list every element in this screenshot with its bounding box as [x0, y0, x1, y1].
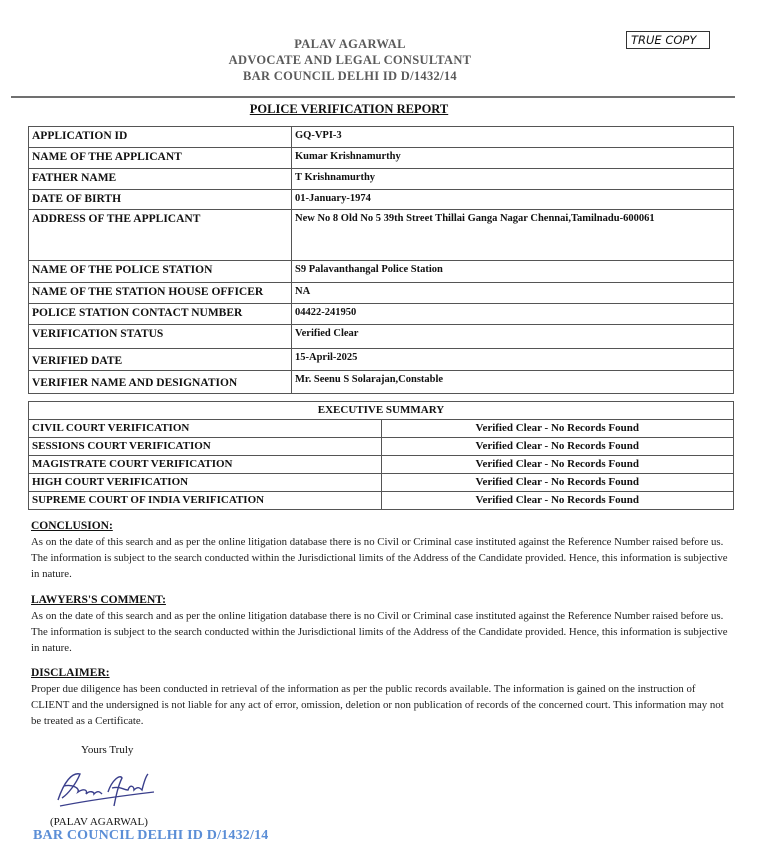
table-row [29, 371, 734, 394]
table-row [29, 261, 734, 283]
court-label: CIVIL COURT VERIFICATION [29, 420, 382, 438]
detail-value: 01-January-1974 [292, 190, 734, 210]
detail-value: New No 8 Old No 5 39th Street Thillai Ganga Nagar Chennai,Tamilnadu-600061 [292, 210, 734, 261]
detail-label: ADDRESS OF THE APPLICANT [29, 210, 292, 261]
court-status: Verified Clear - No Records Found [381, 492, 734, 510]
disclaimer-heading: DISCLAIMER: [31, 667, 110, 679]
detail-value: Kumar Krishnamurthy [292, 148, 734, 169]
signatory-bar-id: BAR COUNCIL DELHI ID D/1432/14 [33, 828, 269, 843]
detail-label: NAME OF THE STATION HOUSE OFFICER [29, 283, 292, 304]
table-row [29, 210, 734, 261]
conclusion-heading: CONCLUSION: [31, 520, 113, 532]
signature-icon [50, 762, 160, 812]
detail-value: NA [292, 283, 734, 304]
detail-value: Verified Clear [292, 325, 734, 349]
detail-label: VERIFIER NAME AND DESIGNATION [29, 371, 292, 394]
court-status: Verified Clear - No Records Found [381, 438, 734, 456]
disclaimer-section [31, 666, 731, 729]
conclusion-text: As on the date of this search and as per the online litigation database there is no Civil or Criminal case instituted against the Reference Number raised before us. The information is subject to the search conducted within the Jurisdictional limits of the Address of the Candidate provided. Hence, this information is subjective in nature. [31, 536, 728, 580]
disclaimer-text: Proper due diligence has been conducted in retrieval of the information as per the public records available. The information is gained on the instruction of CLIENT and the undersigned is not liable for any act of error, omission, deletion or non publication of records of the concerned court. This information may not be treated as a Certificate. [31, 683, 724, 727]
table-row [29, 148, 734, 169]
table-row [29, 127, 734, 148]
lawyers-comment-text: As on the date of this search and as per the online litigation database there is no Civil or Criminal case instituted against the Reference Number raised before us. The information is subject to the search conducted within the Jurisdictional limits of the Address of the Candidate provided. Hence, this information is subjective in nature. [31, 610, 728, 654]
court-status: Verified Clear - No Records Found [381, 474, 734, 492]
detail-value: Mr. Seenu S Solarajan,Constable [292, 371, 734, 394]
court-label: MAGISTRATE COURT VERIFICATION [29, 456, 382, 474]
detail-label: DATE OF BIRTH [29, 190, 292, 210]
letterhead-title: ADVOCATE AND LEGAL CONSULTANT [228, 53, 472, 67]
lawyers-comment-section [31, 593, 731, 656]
court-label: SESSIONS COURT VERIFICATION [29, 438, 382, 456]
table-row [29, 438, 734, 456]
letterhead-bar-id: BAR COUNCIL DELHI ID D/1432/14 [243, 69, 457, 83]
table-row [29, 325, 734, 349]
table-header-row [29, 402, 734, 420]
lawyers-comment-heading: LAWYERS'S COMMENT: [31, 594, 166, 606]
executive-summary-table [28, 401, 734, 510]
closing-text: Yours Truly [81, 744, 134, 756]
detail-label: FATHER NAME [29, 169, 292, 190]
court-label: HIGH COURT VERIFICATION [29, 474, 382, 492]
header-divider [11, 96, 735, 98]
table-row [29, 304, 734, 325]
table-row [29, 456, 734, 474]
table-row [29, 169, 734, 190]
detail-value: 15-April-2025 [292, 349, 734, 371]
detail-label: NAME OF THE APPLICANT [29, 148, 292, 169]
detail-label: APPLICATION ID [29, 127, 292, 148]
court-status: Verified Clear - No Records Found [381, 420, 734, 438]
detail-label: VERIFIED DATE [29, 349, 292, 371]
table-row [29, 420, 734, 438]
detail-value: GQ-VPI-3 [292, 127, 734, 148]
detail-label: VERIFICATION STATUS [29, 325, 292, 349]
conclusion-section [31, 519, 731, 582]
table-row [29, 492, 734, 510]
detail-label: NAME OF THE POLICE STATION [29, 261, 292, 283]
table-row [29, 283, 734, 304]
detail-value: S9 Palavanthangal Police Station [292, 261, 734, 283]
table-row [29, 349, 734, 371]
court-status: Verified Clear - No Records Found [381, 456, 734, 474]
detail-value: 04422-241950 [292, 304, 734, 325]
executive-summary-heading: EXECUTIVE SUMMARY [29, 402, 734, 420]
detail-label: POLICE STATION CONTACT NUMBER [29, 304, 292, 325]
letterhead-name: PALAV AGARWAL [294, 37, 406, 51]
true-copy-stamp: TRUE COPY [626, 31, 710, 49]
applicant-details-table [28, 126, 734, 394]
signatory-name: (PALAV AGARWAL) [50, 816, 148, 828]
report-title: POLICE VERIFICATION REPORT [249, 102, 449, 116]
detail-value: T Krishnamurthy [292, 169, 734, 190]
court-label: SUPREME COURT OF INDIA VERIFICATION [29, 492, 382, 510]
table-row [29, 474, 734, 492]
table-row [29, 190, 734, 210]
